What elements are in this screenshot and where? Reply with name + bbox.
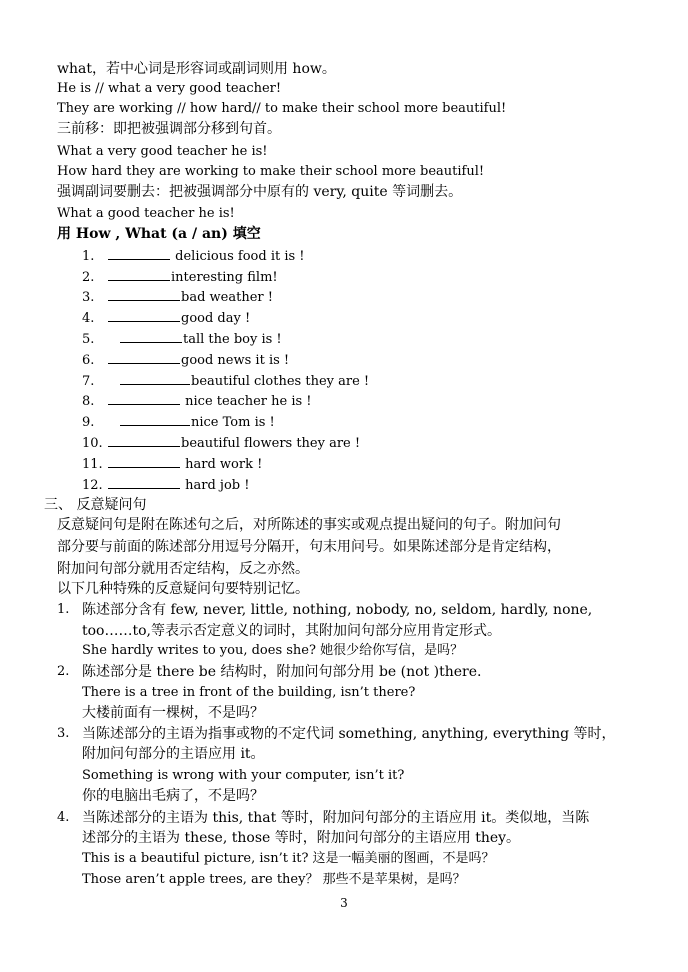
exercise-number: 9. [82,415,95,430]
exercise-number: 5. [82,332,95,347]
exercise-item [82,372,369,391]
exercise-item [82,330,282,349]
exercise-text: bad weather ! [181,290,273,305]
exercise-text: nice Tom is ! [191,415,275,430]
exercise-text: hard work ! [185,457,263,472]
rule-line: 述部分的主语为 these, those 等时，附加问句部分的主语应用 they。 [82,830,521,846]
rule-example: There is a tree in front of the building, isn’t there? [82,685,416,700]
answer-blank[interactable] [120,330,182,343]
exercise-number: 2. [82,270,95,285]
answer-blank[interactable] [120,413,190,426]
exercise-text: beautiful clothes they are ! [191,374,370,389]
rule-example: She hardly writes to you, does she? 她很少给你写信，是吗？ [82,643,464,658]
rule-number: 2. [57,664,70,679]
rule-example: Something is wrong with your computer, isn’t it? [82,768,405,783]
rule-line: 附加问句部分的主语应用 it。 [82,746,265,762]
exercise-number: 1. [82,249,95,264]
exercise-item [82,288,273,307]
exercise-number: 3. [82,290,95,305]
rule-example: 大楼前面有一棵树，不是吗？ [82,705,264,721]
exercise-number: 8. [82,394,95,409]
rule-line: 当陈述部分的主语为 this, that 等时，附加问句部分的主语应用 it。类似地，当陈 [82,810,590,826]
answer-blank[interactable] [108,309,180,322]
exercise-item [82,455,262,474]
intro-line: How hard they are working to make their school more beautiful! [57,164,485,179]
exercise-number: 7. [82,374,95,389]
intro-line: What a good teacher he is! [57,206,235,221]
intro-line: 强调副词要删去：把被强调部分中原有的 very, quite 等词删去。 [57,184,463,200]
exercise-text: good news it is ! [181,353,290,368]
answer-blank[interactable] [120,372,190,385]
answer-blank[interactable] [108,476,180,489]
answer-blank[interactable] [108,351,180,364]
rule-line: 陈述部分是 there be 结构时，附加问句部分用 be (not )there. [82,664,482,680]
exercise-number: 4. [82,311,95,326]
rule-example: This is a beautiful picture, isn’t it? 这是一幅美丽的图画，不是吗？ [82,851,495,866]
section-paragraph-line: 部分要与前面的陈述部分用逗号分隔开，句末用问号。如果陈述部分是肯定结构， [57,539,561,555]
section-paragraph-line: 以下几种特殊的反意疑问句要特别记忆。 [57,581,309,597]
exercise-text: good day ! [181,311,251,326]
exercise-item [82,309,250,328]
exercise-item [82,351,289,370]
rule-example: Those aren’t apple trees, are they？ 那些不是苹果树，是吗？ [82,872,466,887]
intro-line: He is // what a very good teacher! [57,81,282,96]
exercise-text: delicious food it is ! [175,249,305,264]
rule-line: too……to,等表示否定意义的词时，其附加问句部分应用肯定形式。 [82,623,501,639]
exercise-text: hard job ! [185,478,250,493]
intro-line: what，若中心词是形容词或副词则用 how。 [57,61,336,77]
exercise-number: 10. [82,436,103,451]
answer-blank[interactable] [108,434,180,447]
section-title: 三、 反意疑问句 [44,497,147,513]
exercise-number: 12. [82,478,103,493]
answer-blank[interactable] [108,247,170,260]
intro-line: What a very good teacher he is! [57,144,268,159]
exercise-text: beautiful flowers they are ! [181,436,361,451]
rule-number: 1. [57,602,70,617]
intro-line: They are working // how hard// to make their school more beautiful! [57,101,507,116]
rule-number: 3. [57,726,70,741]
section-paragraph-line: 反意疑问句是附在陈述句之后，对所陈述的事实或观点提出疑问的句子。附加问句 [57,517,561,533]
exercise-text: nice teacher he is ! [185,394,312,409]
section-paragraph-line: 附加问句部分就用否定结构，反之亦然。 [57,561,309,577]
answer-blank[interactable] [108,268,170,281]
rule-line: 当陈述部分的主语为指事或物的不定代词 something, anything, everything 等时， [82,726,616,742]
exercise-item [82,268,278,287]
exercise-heading: 用 How , What (a / an) 填空 [57,226,261,242]
exercise-item [82,413,275,432]
exercise-item [82,476,249,495]
exercise-item [82,434,360,453]
intro-line: 三前移：即把被强调部分移到句首。 [57,121,281,137]
rule-line: 陈述部分含有 few, never, little, nothing, nobody, no, seldom, hardly, none, [82,602,593,618]
page-number: 3 [340,896,348,910]
rule-example: 你的电脑出毛病了，不是吗？ [82,788,264,804]
exercise-text: interesting film! [171,270,278,285]
exercise-number: 6. [82,353,95,368]
exercise-item [82,247,305,266]
answer-blank[interactable] [108,288,180,301]
exercise-text: tall the boy is ! [183,332,282,347]
rule-number: 4. [57,810,70,825]
exercise-number: 11. [82,457,103,472]
answer-blank[interactable] [108,392,180,405]
exercise-item [82,392,312,411]
answer-blank[interactable] [108,455,180,468]
